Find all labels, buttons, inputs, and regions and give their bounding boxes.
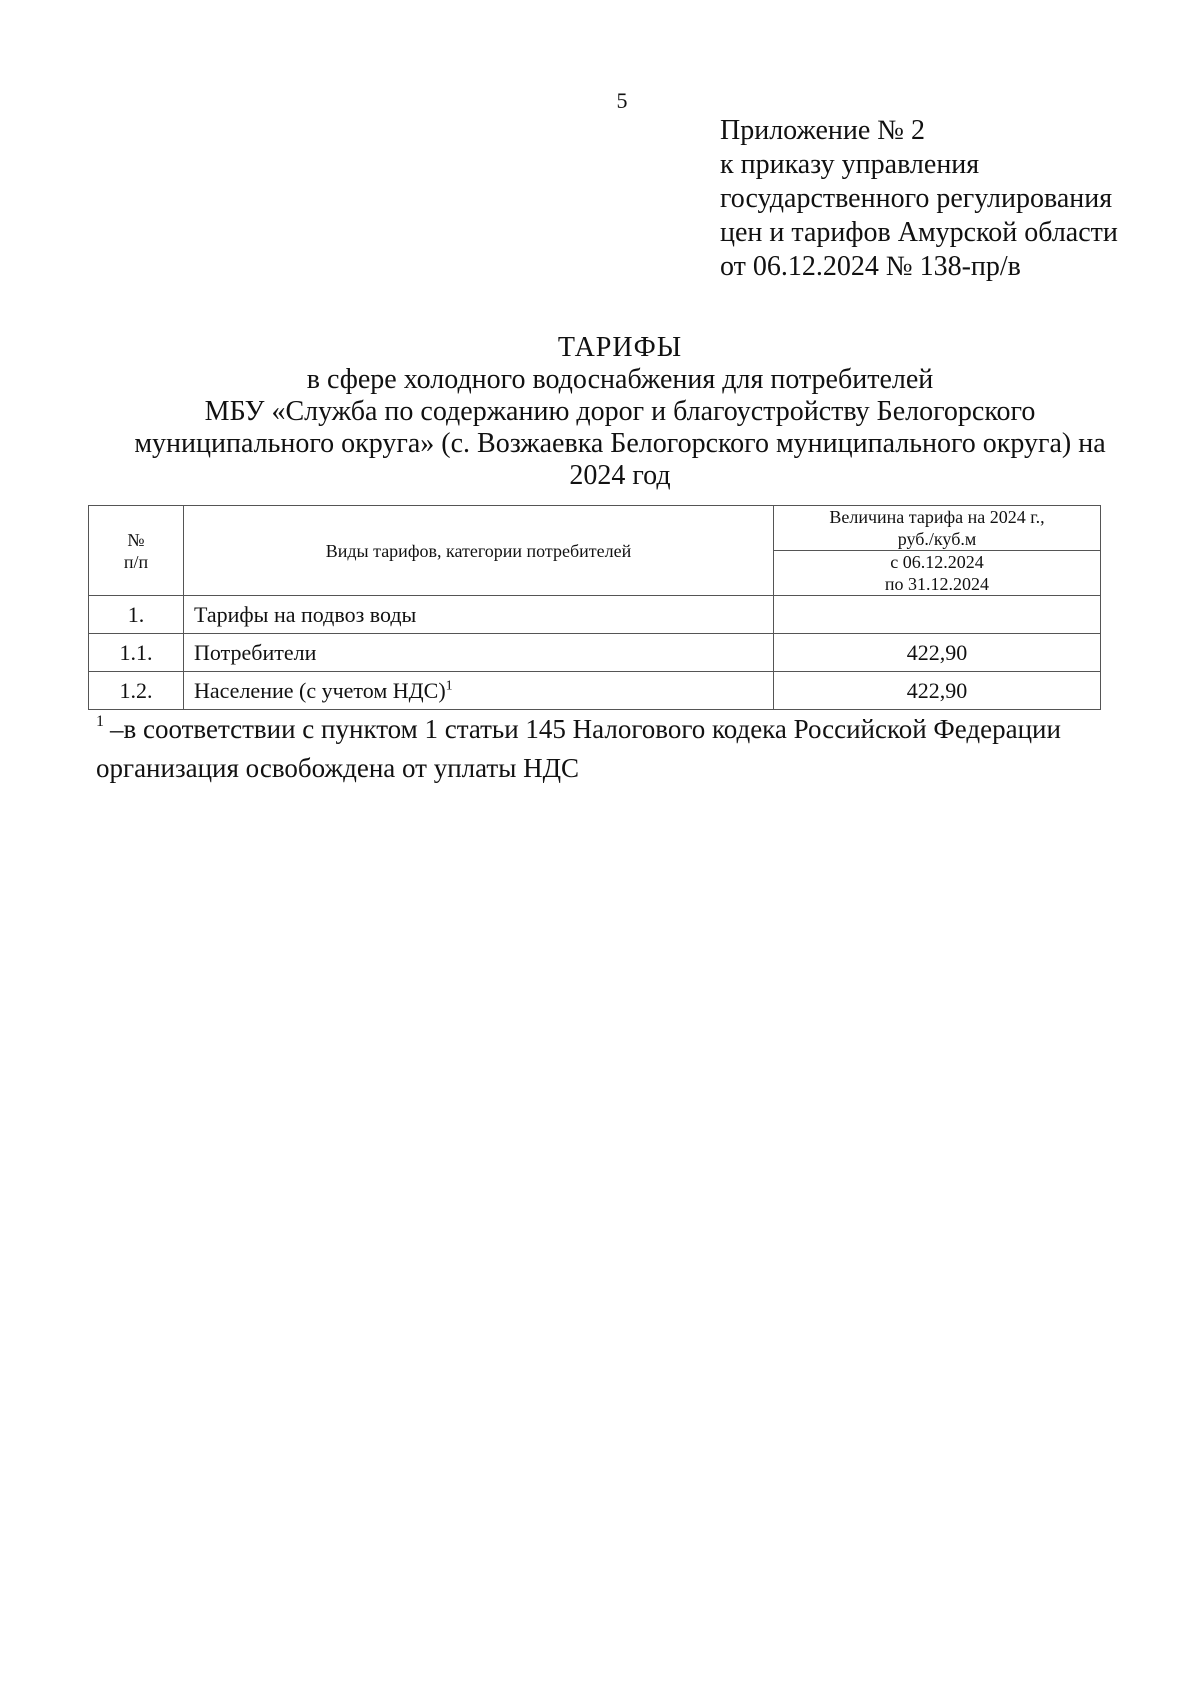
table-row xyxy=(89,634,1101,672)
row-value: 422,90 xyxy=(774,672,1101,710)
row-name-cell xyxy=(184,672,774,710)
header-name: Виды тарифов, категории потребителей xyxy=(184,506,774,596)
title-line: 2024 год xyxy=(569,460,671,491)
title-line: МБУ «Служба по содержанию дорог и благоустройству Белогорского xyxy=(204,396,1036,427)
table-row xyxy=(89,672,1101,710)
header-num-line: № xyxy=(127,529,145,550)
appendix-line: к приказу управления xyxy=(720,149,980,180)
page-number: 5 xyxy=(616,88,628,113)
tariff-table xyxy=(88,505,1101,710)
header-period-line: с 06.12.2024 xyxy=(890,552,984,572)
document-title xyxy=(80,332,1160,492)
row-num: 1.2. xyxy=(89,672,184,710)
row-value xyxy=(774,596,1101,634)
footnote-text: –в соответствии с пунктом 1 статьи 145 Налогового кодека Российской Федерации xyxy=(110,714,1061,744)
footnote-line xyxy=(96,712,1176,751)
header-value-line: руб./куб.м xyxy=(897,529,977,549)
footnote-line: организация освобождена от уплаты НДС xyxy=(96,753,580,783)
appendix-line: от 06.12.2024 № 138-пр/в xyxy=(720,251,1021,282)
footnote-reference: 1 xyxy=(445,678,453,694)
appendix-line: Приложение № 2 xyxy=(720,115,925,146)
header-value xyxy=(774,506,1101,551)
header-num xyxy=(89,506,184,596)
header-num-line: п/п xyxy=(123,551,149,572)
header-period-line: по 31.12.2024 xyxy=(884,574,990,594)
table-row xyxy=(89,596,1101,634)
appendix-line: государственного регулирования xyxy=(720,183,1113,214)
header-period xyxy=(774,551,1101,596)
row-name: Потребители xyxy=(184,634,774,672)
header-value-line: Величина тарифа на 2024 г., xyxy=(829,507,1045,527)
row-num: 1.1. xyxy=(89,634,184,672)
appendix-reference xyxy=(720,114,1160,284)
table-header-row xyxy=(89,506,1101,551)
row-name: Тарифы на подвоз воды xyxy=(184,596,774,634)
title-line: в сфере холодного водоснабжения для потребителей xyxy=(306,364,934,395)
row-num: 1. xyxy=(89,596,184,634)
row-name: Население (с учетом НДС) xyxy=(194,677,446,703)
footnote xyxy=(96,712,1176,785)
appendix-line: цен и тарифов Амурской области xyxy=(720,217,1118,248)
title-main: ТАРИФЫ xyxy=(557,332,683,363)
footnote-mark: 1 xyxy=(96,713,104,730)
row-value: 422,90 xyxy=(774,634,1101,672)
title-line: муниципального округа» (с. Возжаевка Белогорского муниципального округа) на xyxy=(134,428,1106,459)
